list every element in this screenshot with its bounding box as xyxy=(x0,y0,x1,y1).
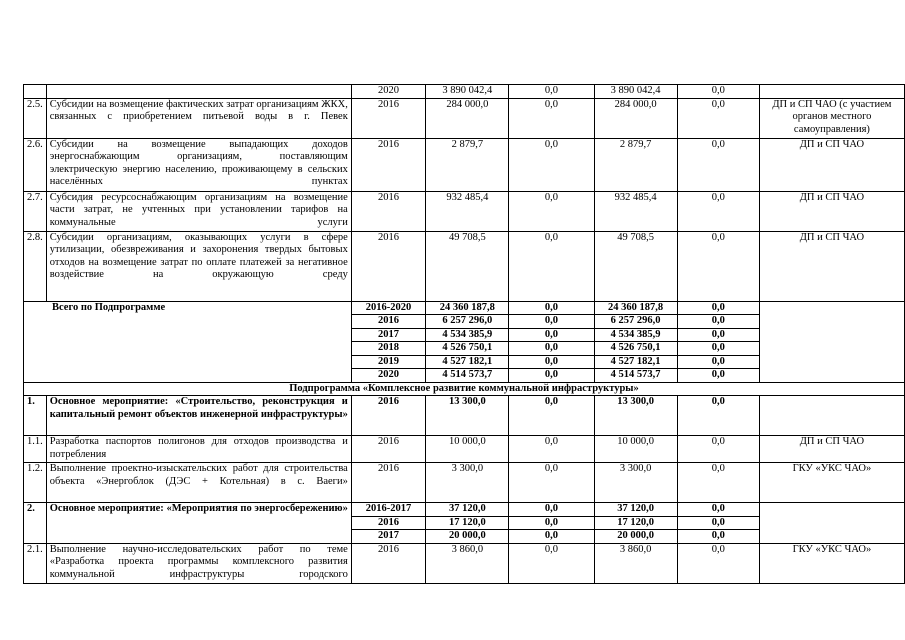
table-row: 2. Основное мероприятие: «Мероприятия по энергосбережению» 2016-2017 37 120,0 0,0 37 120,0 0,0 xyxy=(24,503,905,517)
subtotal-row: 2018 4 526 750,1 0,0 4 526 750,1 0,0 xyxy=(24,342,905,356)
section-title: Подпрограмма «Комплексное развитие коммунальной инфраструктуры» xyxy=(24,382,905,396)
table-row: 2.6. Субсидии на возмещение выпадающих доходов энергоснабжающим организациям, поставляющим электрическую энергию населению, проживающему в сельских населённых пунктах 2016 2 879,7 0,0 2 879,7 0,0 ДП и СП ЧАО xyxy=(24,138,905,191)
subtotal-row: 2020 4 514 573,7 0,0 4 514 573,7 0,0 xyxy=(24,369,905,383)
table-row: 2020 3 890 042,4 0,0 3 890 042,4 0,0 xyxy=(24,85,905,99)
table-row: 2.7. Субсидия ресурсоснабжающим организациям на возмещение части затрат, не учтенных при установлении тарифов на коммунальные услуги 2016 932 485,4 0,0 932 485,4 0,0 ДП и СП ЧАО xyxy=(24,191,905,231)
table-row: 1.1. Разработка паспортов полигонов для отходов производства и потребления 2016 10 000,0 0,0 10 000,0 0,0 ДП и СП ЧАО xyxy=(24,436,905,463)
subtotal-label: Всего по Подпрограмме xyxy=(24,301,352,382)
subtotal-row: 2017 4 534 385,9 0,0 4 534 385,9 0,0 xyxy=(24,328,905,342)
subtotal-row: 2019 4 527 182,1 0,0 4 527 182,1 0,0 xyxy=(24,355,905,369)
table-row: 2.1. Выполнение научно-исследовательских работ по теме «Разработка проекта программы комплексного развития коммунальной инфраструктуры городского 2016 3 860,0 0,0 3 860,0 0,0 ГКУ «УКС ЧАО» xyxy=(24,543,905,583)
table-row: 1. Основное мероприятие: «Строительство, реконструкция и капитальный ремонт объектов инженерной инфраструктуры» 2016 13 300,0 0,0 13 300,0 0,0 xyxy=(24,396,905,436)
subtotal-row: 2016 6 257 296,0 0,0 6 257 296,0 0,0 xyxy=(24,315,905,329)
table-row: 2.5. Субсидии на возмещение фактических затрат организациям ЖКХ, связанных с приобретением питьевой воды в г. Певек 2016 284 000,0 0,0 284 000,0 0,0 ДП и СП ЧАО (с участием органов местного самоуправления) xyxy=(24,98,905,138)
program-table xyxy=(23,84,905,584)
section-heading-row xyxy=(24,382,905,396)
table-row: 1.2. Выполнение проектно-изыскательских работ для строительства объекта «Энергоблок (ДЭС + Котельная) в с. Ваеги» 2016 3 300,0 0,0 3 300,0 0,0 ГКУ «УКС ЧАО» xyxy=(24,463,905,503)
table-row: 2.8. Субсидии организациям, оказывающих услуги в сфере утилизации, обезвреживания и захоронения твердых бытовых отходов на возмещение затрат по оплате платежей за негативное воздействие на окружающую среду 2016 49 708,5 0,0 49 708,5 0,0 ДП и СП ЧАО xyxy=(24,231,905,301)
table-row: 2016 17 120,0 0,0 17 120,0 0,0 xyxy=(24,516,905,530)
subtotal-row: Всего по Подпрограмме 2016-2020 24 360 187,8 0,0 24 360 187,8 0,0 xyxy=(24,301,905,315)
table-row: 2017 20 000,0 0,0 20 000,0 0,0 xyxy=(24,530,905,544)
